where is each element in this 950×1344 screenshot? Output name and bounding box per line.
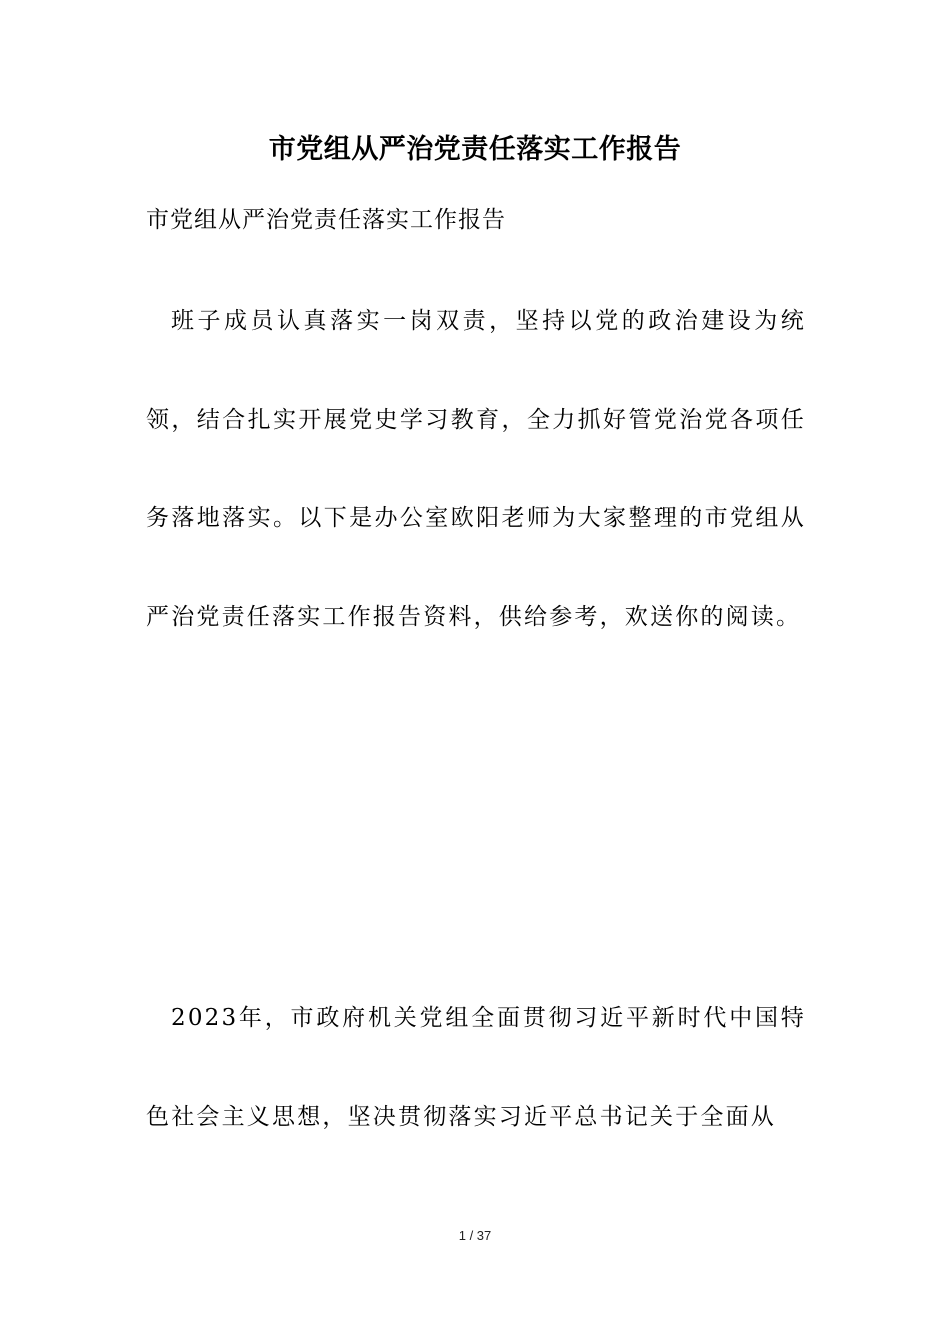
body-paragraph: 2023年，市政府机关党组全面贯彻习近平新时代中国特色社会主义思想，坚决贯彻落实习近平总书记关于全面从 [146,1005,806,1130]
body-paragraph: 班子成员认真落实一岗双责，坚持以党的政治建设为统领，结合扎实开展党史学习教育，全力抓好管党治党各项任务落地落实。以下是办公室欧阳老师为大家整理的市党组从严治党责任落实工作报告资料，供给参考，欢送你的阅读。 [146,308,806,630]
document-subtitle: 市党组从严治党责任落实工作报告 [146,207,506,233]
page-number: 1 / 37 [458,1228,492,1243]
document-title: 市党组从严治党责任落实工作报告 [268,134,682,165]
